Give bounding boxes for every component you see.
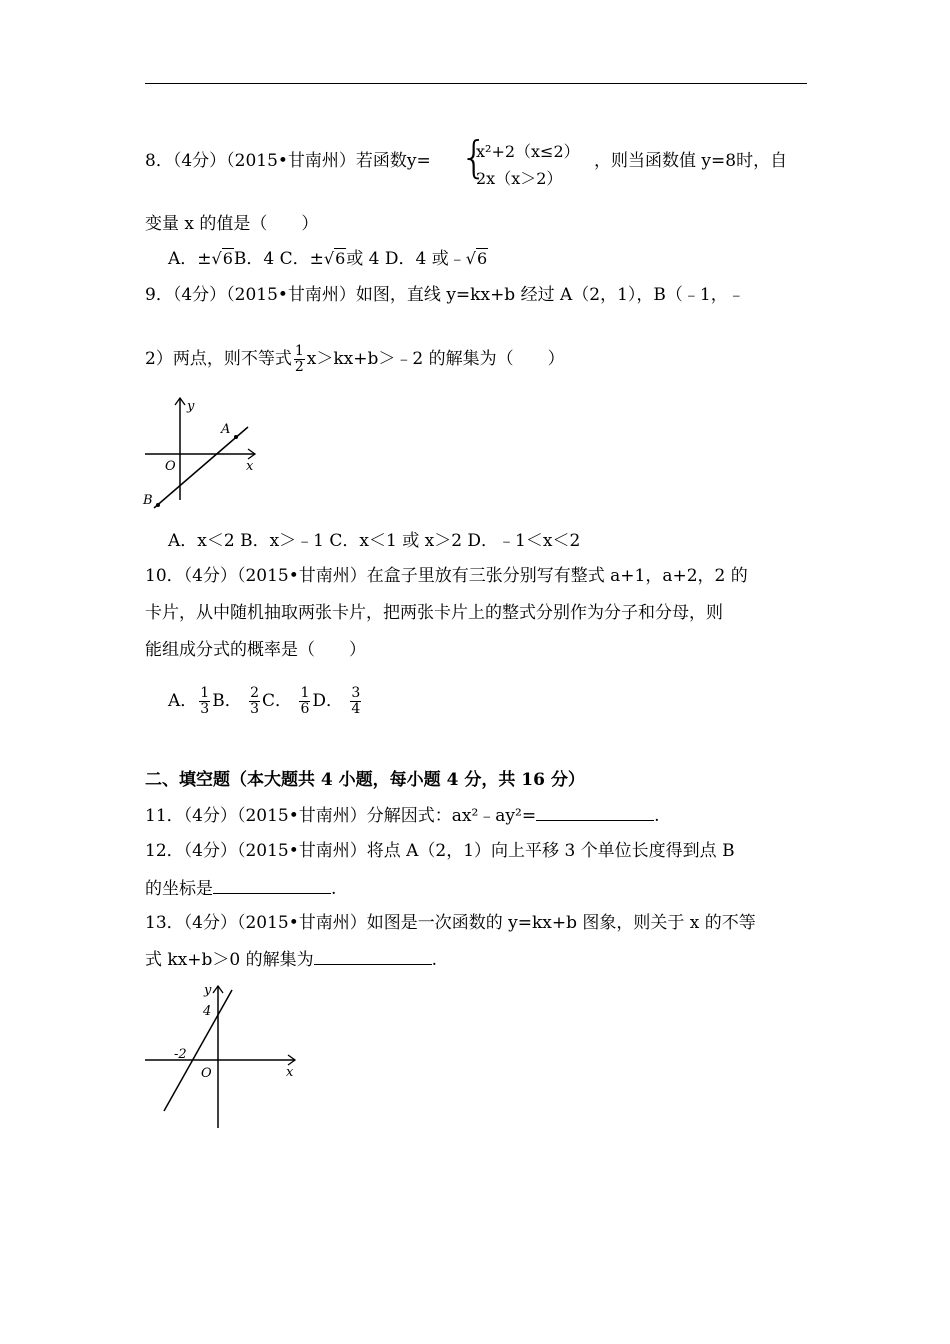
a-label: A <box>221 422 231 437</box>
header-rule <box>145 83 807 84</box>
sqrt-symbol: √6 <box>465 249 488 268</box>
fraction: $\frac{3}{4}$ <box>351 685 361 717</box>
q12-line1: 12．（4分）（2015•甘南州）将点 A（2，1）向上平移 3 个单位长度得到点 B <box>145 841 735 861</box>
point-a <box>234 435 238 439</box>
q10-line3: 能组成分式的概率是（ ） <box>145 640 366 660</box>
piecewise-brace: { <box>460 132 488 183</box>
q9-line1: 9．（4分）（2015•甘南州）如图，直线 y=kx+b 经过 A（2，1），B（﹣1，﹣ <box>145 285 745 305</box>
q8-piece-bottom: 2x（x＞2） <box>476 169 563 188</box>
q13-line1: 13．（4分）（2015•甘南州）如图是一次函数的 y=kx+b 图象，则关于 x 的不等 <box>145 913 756 933</box>
q9-line2: 2）两点，则不等式 $\frac{1}{2}$ x＞kx+b＞﹣2 的解集为（ ） <box>145 343 565 375</box>
sqrt-symbol: √6 <box>211 249 233 268</box>
origin-label: O <box>201 1066 212 1081</box>
sqrt-symbol: √6 <box>323 249 346 268</box>
point-b <box>156 503 160 507</box>
q8-piece-top: x²+2（x≤2） <box>476 142 580 161</box>
q9-graph <box>140 390 265 515</box>
x-intercept-label: -2 <box>174 1047 187 1062</box>
q8-options: A．±√6B．4 C．±√6或 4 D．4 或﹣√6 <box>168 249 488 269</box>
y-intercept-label: 4 <box>203 1004 212 1019</box>
x-label: x <box>286 1065 294 1080</box>
fraction: $\frac{1}{6}$ <box>300 685 310 717</box>
q12-line2: 的坐标是 . <box>145 879 337 899</box>
q8-line1 <box>145 150 431 172</box>
q13-graph <box>140 978 305 1133</box>
q8-stem: 8．（4分）（2015•甘南州）若函数y= <box>145 151 431 171</box>
q11-line: 11．（4分）（2015•甘南州）分解因式：ax²﹣ay²= . <box>145 806 660 826</box>
q13-line2: 式 kx+b＞0 的解集为 . <box>145 950 438 970</box>
section-heading: 二、填空题（本大题共 4 小题，每小题 4 分，共 16 分） <box>145 770 585 790</box>
b-label: B <box>143 493 153 508</box>
origin-label: O <box>165 459 176 474</box>
q8-line2: 变量 x 的值是（ ） <box>145 214 319 234</box>
answer-blank[interactable] <box>213 877 331 894</box>
fraction: $\frac{2}{3}$ <box>250 685 260 717</box>
y-label: y <box>204 983 212 998</box>
answer-blank[interactable] <box>536 804 654 821</box>
fraction: $\frac{1}{2}$ <box>294 343 304 375</box>
answer-blank[interactable] <box>314 948 432 965</box>
q10-line2: 卡片，从中随机抽取两张卡片，把两张卡片上的整式分别作为分子和分母，则 <box>145 603 723 623</box>
q9-options: A．x＜2 B．x＞﹣1 C．x＜1 或 x＞2 D．﹣1＜x＜2 <box>168 531 581 551</box>
x-label: x <box>246 459 254 474</box>
q10-options: A． $\frac{1}{3}$ B． $\frac{2}{3}$ C． $\frac{1}{6}$ D． $\frac{3}{4}$ <box>168 685 361 717</box>
y-label: y <box>187 399 195 414</box>
fraction: $\frac{1}{3}$ <box>200 685 210 717</box>
q8-line1-suffix: ，则当函数值 y=8时，自 <box>594 151 788 171</box>
q10-line1: 10．（4分）（2015•甘南州）在盒子里放有三张分别写有整式 a+1，a+2，2 的 <box>145 566 748 586</box>
